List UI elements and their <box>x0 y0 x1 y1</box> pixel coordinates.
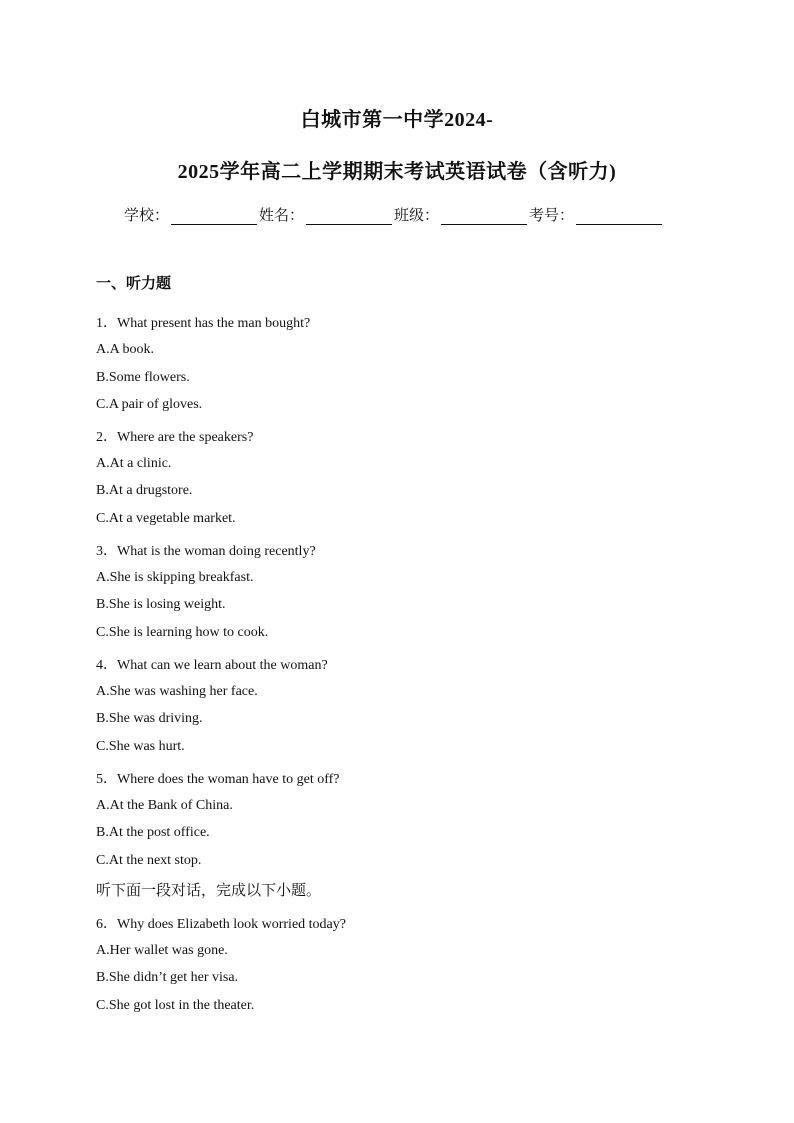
option-line: C.She got lost in the theater. <box>96 998 255 1013</box>
option-line: C.At the next stop. <box>96 853 202 868</box>
option-line: C.At a vegetable market. <box>96 511 236 526</box>
exam-title-line-1: 白城市第一中学2024- <box>300 109 494 131</box>
option-line: A.Her wallet was gone. <box>96 943 228 958</box>
question-line: 4．What can we learn about the woman? <box>96 658 328 673</box>
question-line: 6．Why does Elizabeth look worried today? <box>96 917 346 932</box>
section-title: 一、听力题 <box>96 274 172 292</box>
option-line: B.Some flowers. <box>96 370 190 385</box>
exam-title-line-2: 2025学年高二上学期期末考试英语试卷（含听力) <box>177 161 617 183</box>
option-line: B.She is losing weight. <box>96 597 226 612</box>
option-line: B.She was driving. <box>96 711 203 726</box>
question-line: 5．Where does the woman have to get off? <box>96 772 340 787</box>
instruction-line: 听下面一段对话，完成以下小题。 <box>96 881 322 899</box>
option-line: C.A pair of gloves. <box>96 397 203 412</box>
question-line: 1．What present has the man bought? <box>96 316 311 331</box>
question-line: 2．Where are the speakers? <box>96 430 254 445</box>
option-line: B.She didn’t get her visa. <box>96 970 239 985</box>
option-line: B.At the post office. <box>96 825 210 840</box>
class-label: 班级： <box>394 206 440 224</box>
number-blank[interactable] <box>576 208 662 225</box>
option-line: A.At a clinic. <box>96 456 172 471</box>
number-label: 考号： <box>529 206 575 224</box>
option-line: C.She is learning how to cook. <box>96 625 269 640</box>
option-line: A.She is skipping breakfast. <box>96 570 254 585</box>
option-line: C.She was hurt. <box>96 739 185 754</box>
option-line: A.A book. <box>96 342 154 357</box>
school-label: 学校： <box>124 206 170 224</box>
student-info-fields <box>124 204 684 225</box>
name-label: 姓名： <box>259 206 305 224</box>
option-line: B.At a drugstore. <box>96 483 193 498</box>
school-blank[interactable] <box>171 208 257 225</box>
option-line: A.At the Bank of China. <box>96 798 233 813</box>
class-blank[interactable] <box>441 208 527 225</box>
name-blank[interactable] <box>306 208 392 225</box>
question-line: 3．What is the woman doing recently? <box>96 544 316 559</box>
option-line: A.She was washing her face. <box>96 684 258 699</box>
